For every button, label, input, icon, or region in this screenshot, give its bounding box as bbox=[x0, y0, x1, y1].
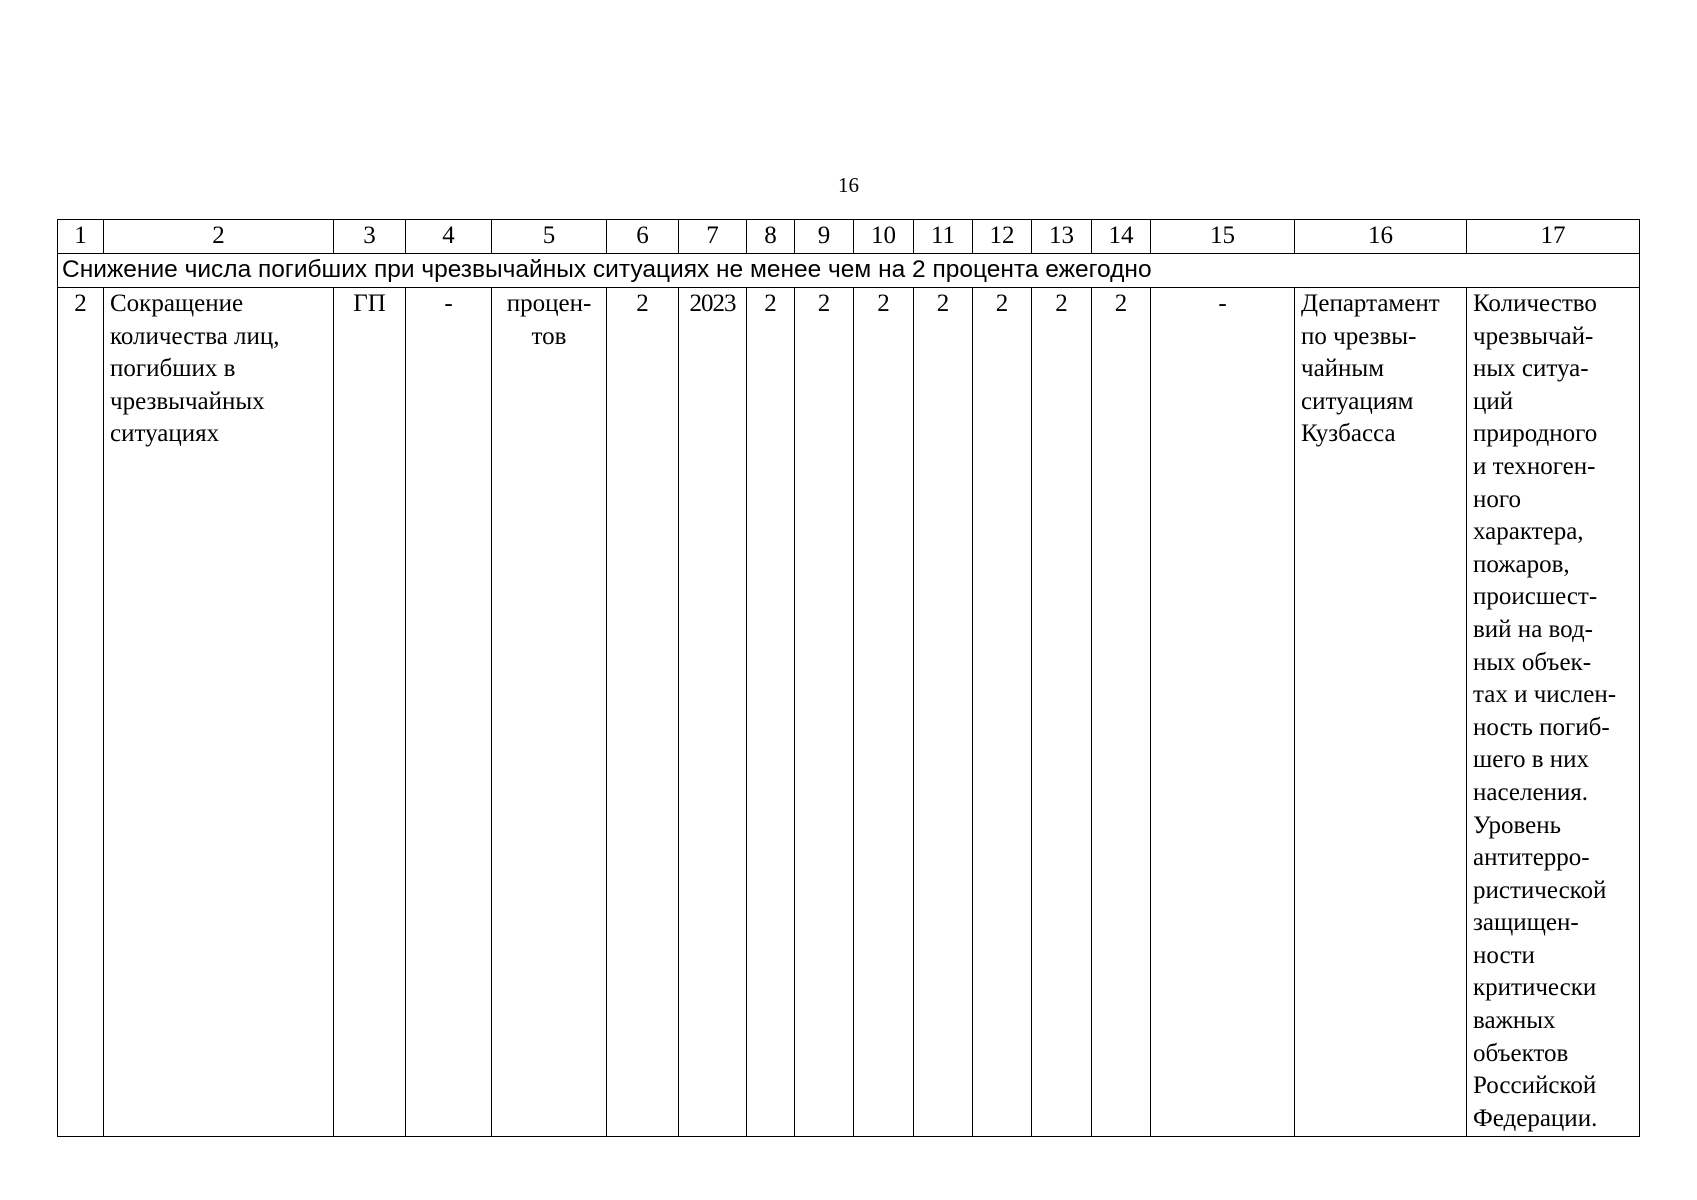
column-header: 2 bbox=[104, 220, 334, 254]
table-cell: 2 bbox=[747, 288, 795, 1137]
responsible-cell: Департамент по чрезвы- чайным ситуациям Кузбасса bbox=[1295, 288, 1467, 1137]
column-header: 3 bbox=[334, 220, 406, 254]
table-cell: 2 bbox=[914, 288, 973, 1137]
table-cell: 2 bbox=[973, 288, 1032, 1137]
column-header: 4 bbox=[406, 220, 492, 254]
column-header: 11 bbox=[914, 220, 973, 254]
column-header: 13 bbox=[1032, 220, 1092, 254]
table-cell: - bbox=[1151, 288, 1295, 1137]
section-title: Снижение числа погибших при чрезвычайных ситуациях не менее чем на 2 процента ежегодно bbox=[58, 254, 1640, 288]
column-header: 12 bbox=[973, 220, 1032, 254]
table-cell: - bbox=[406, 288, 492, 1137]
table-cell: 2 bbox=[607, 288, 679, 1137]
column-number-row bbox=[58, 220, 1640, 254]
table-cell: 2 bbox=[795, 288, 854, 1137]
column-header: 9 bbox=[795, 220, 854, 254]
indicator-type-cell: ГП bbox=[334, 288, 406, 1137]
table-row bbox=[58, 288, 1640, 1137]
table-cell: 2 bbox=[854, 288, 914, 1137]
column-header: 16 bbox=[1295, 220, 1467, 254]
base-year-cell: 2023 bbox=[679, 288, 747, 1137]
column-header: 15 bbox=[1151, 220, 1295, 254]
table-cell: 2 bbox=[1032, 288, 1092, 1137]
indicator-table bbox=[57, 219, 1640, 1137]
column-header: 7 bbox=[679, 220, 747, 254]
section-row bbox=[58, 254, 1640, 288]
unit-cell: процен- тов bbox=[492, 288, 607, 1137]
column-header: 6 bbox=[607, 220, 679, 254]
column-header: 14 bbox=[1092, 220, 1151, 254]
column-header: 1 bbox=[58, 220, 104, 254]
info-system-cell: Количество чрезвычай- ных ситуа- ций природного и техноген- ного характера, пожаров, происшест- вий на вод- ных объек- тах и числен- ность погиб- шего в них населения. Уровень антитерро- ристической защищен- ности критически важных объектов Российской Федерации. bbox=[1467, 288, 1640, 1137]
page-number: 16 bbox=[838, 173, 859, 197]
column-header: 10 bbox=[854, 220, 914, 254]
indicator-name-cell: Сокращение количества лиц, погибших в чрезвычайных ситуациях bbox=[104, 288, 334, 1137]
table-cell: 2 bbox=[1092, 288, 1151, 1137]
column-header: 17 bbox=[1467, 220, 1640, 254]
row-number-cell: 2 bbox=[58, 288, 104, 1137]
column-header: 8 bbox=[747, 220, 795, 254]
column-header: 5 bbox=[492, 220, 607, 254]
